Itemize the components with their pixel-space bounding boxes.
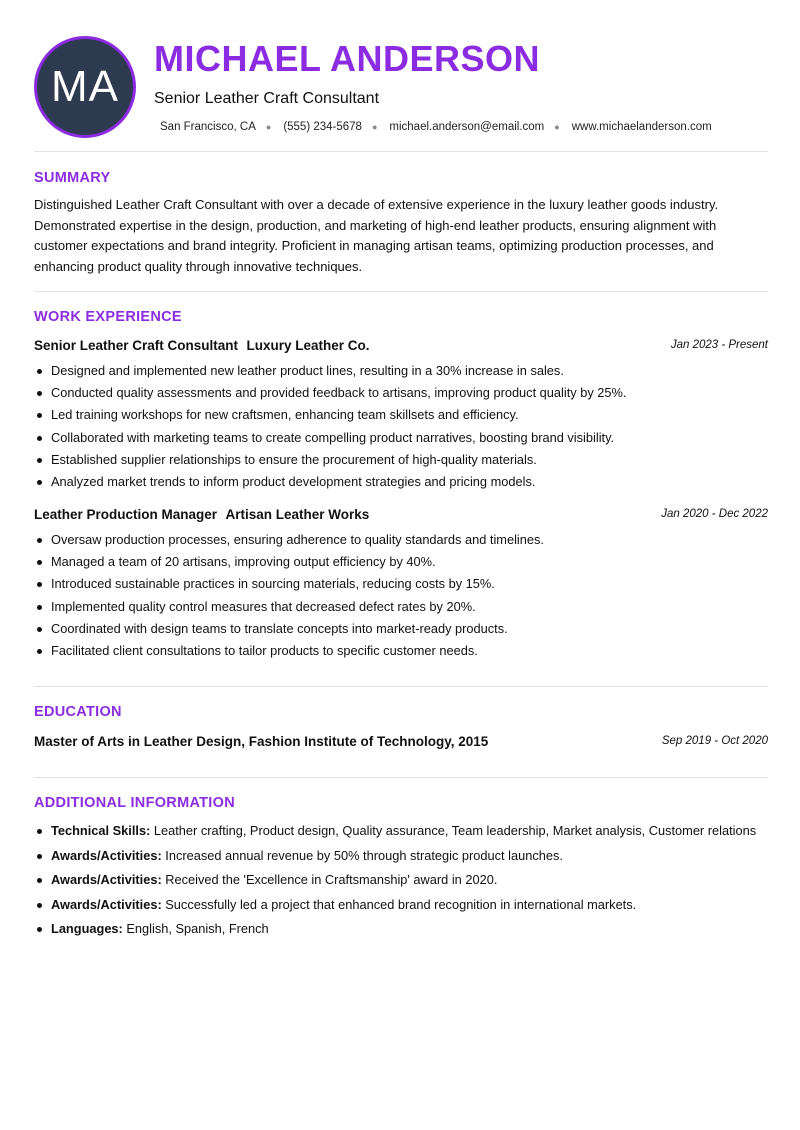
job-bullets: [34, 360, 768, 493]
list-item: [34, 846, 768, 866]
contact-separator-icon: ●: [554, 122, 560, 132]
work-experience-heading: WORK EXPERIENCE: [34, 309, 182, 325]
list-item: Conducted quality assessments and provided feedback to artisans, improving product quality by 25%.: [34, 382, 768, 404]
additional-info-heading: ADDITIONAL INFORMATION: [34, 795, 235, 811]
list-item: Facilitated client consultations to tailor products to specific customer needs.: [34, 640, 768, 662]
additional-info: [34, 821, 768, 944]
item-text: Successfully led a project that enhanced brand recognition in international markets.: [161, 896, 637, 912]
job-entry: [34, 506, 768, 662]
job-entry: [34, 337, 768, 493]
list-item: Led training workshops for new craftsmen, enhancing team skillsets and efficiency.: [34, 404, 768, 426]
job-dates: Jan 2023 - Present: [670, 339, 768, 351]
contact-phone: (555) 234-5678: [283, 121, 362, 133]
job-company: Artisan Leather Works: [225, 507, 370, 522]
list-item: Collaborated with marketing teams to create compelling product narratives, boosting brand visibility.: [34, 427, 768, 449]
avatar: MA: [34, 36, 136, 138]
item-label: Awards/Activities:: [51, 896, 162, 912]
contact-website[interactable]: www.michaelanderson.com: [571, 121, 712, 133]
candidate-name: MICHAEL ANDERSON: [154, 38, 541, 79]
education-degree: Master of Arts in Leather Design, Fashion Institute of Technology, 2015: [34, 734, 489, 749]
contact-location: San Francisco, CA: [160, 121, 256, 133]
item-text: Increased annual revenue by 50% through strategic product launches.: [161, 847, 563, 863]
contact-line: [160, 121, 712, 133]
item-text: Leather crafting, Product design, Quality assurance, Team leadership, Market analysis, Customer relations: [150, 823, 757, 838]
list-item: Established supplier relationships to ensure the procurement of high-quality materials.: [34, 449, 768, 471]
list-item: Introduced sustainable practices in sourcing materials, reducing costs by 15%.: [34, 573, 768, 595]
item-label: Awards/Activities:: [51, 872, 162, 887]
job-header: [34, 506, 768, 528]
additional-info-list: [34, 821, 768, 939]
resume-header: [34, 34, 768, 138]
list-item: Managed a team of 20 artisans, improving output efficiency by 40%.: [34, 551, 768, 573]
item-text: Received the 'Excellence in Craftsmanship' award in 2020.: [161, 872, 498, 887]
job-company: Luxury Leather Co.: [246, 338, 370, 353]
item-label: Languages:: [51, 921, 123, 936]
divider: [34, 686, 768, 687]
divider: [34, 777, 768, 778]
summary-heading: SUMMARY: [34, 170, 111, 186]
job-dates: Jan 2020 - Dec 2022: [661, 508, 768, 520]
item-text: English, Spanish, French: [122, 921, 269, 936]
divider: [34, 151, 768, 152]
job-header: [34, 337, 768, 359]
candidate-title: Senior Leather Craft Consultant: [154, 90, 380, 107]
item-label: Technical Skills:: [51, 823, 151, 838]
list-item: Designed and implemented new leather product lines, resulting in a 30% increase in sales.: [34, 360, 768, 382]
list-item: Analyzed market trends to inform product development strategies and pricing models.: [34, 471, 768, 493]
summary-text: Distinguished Leather Craft Consultant with over a decade of extensive experience in the luxury leather goods industry. Demonstrated expertise in the design, production, and marketing of high-end leather products, ensuring alignment with customer expectations and brand integrity. Proficient in managing artisan teams, optimizing production processes, and enhancing product quality through innovative techniques.: [34, 197, 719, 274]
list-item: Oversaw production processes, ensuring adherence to quality standards and timelines.: [34, 529, 768, 551]
education-entry: [34, 733, 768, 753]
list-item: Implemented quality control measures that decreased defect rates by 20%.: [34, 596, 768, 618]
job-role: Senior Leather Craft Consultant: [34, 338, 239, 353]
education-heading: EDUCATION: [34, 704, 122, 720]
job-bullets: [34, 529, 768, 662]
list-item: [34, 895, 768, 915]
contact-separator-icon: ●: [265, 122, 272, 132]
contact-email[interactable]: michael.anderson@email.com: [389, 121, 545, 133]
list-item: [34, 870, 768, 890]
list-item: Coordinated with design teams to translate concepts into market-ready products.: [34, 618, 768, 640]
job-role: Leather Production Manager: [34, 507, 218, 522]
divider: [34, 291, 768, 292]
contact-separator-icon: ●: [371, 122, 378, 132]
list-item: [34, 821, 768, 841]
item-label: Awards/Activities:: [51, 847, 162, 863]
education-dates: Sep 2019 - Oct 2020: [661, 735, 768, 747]
list-item: [34, 919, 768, 939]
